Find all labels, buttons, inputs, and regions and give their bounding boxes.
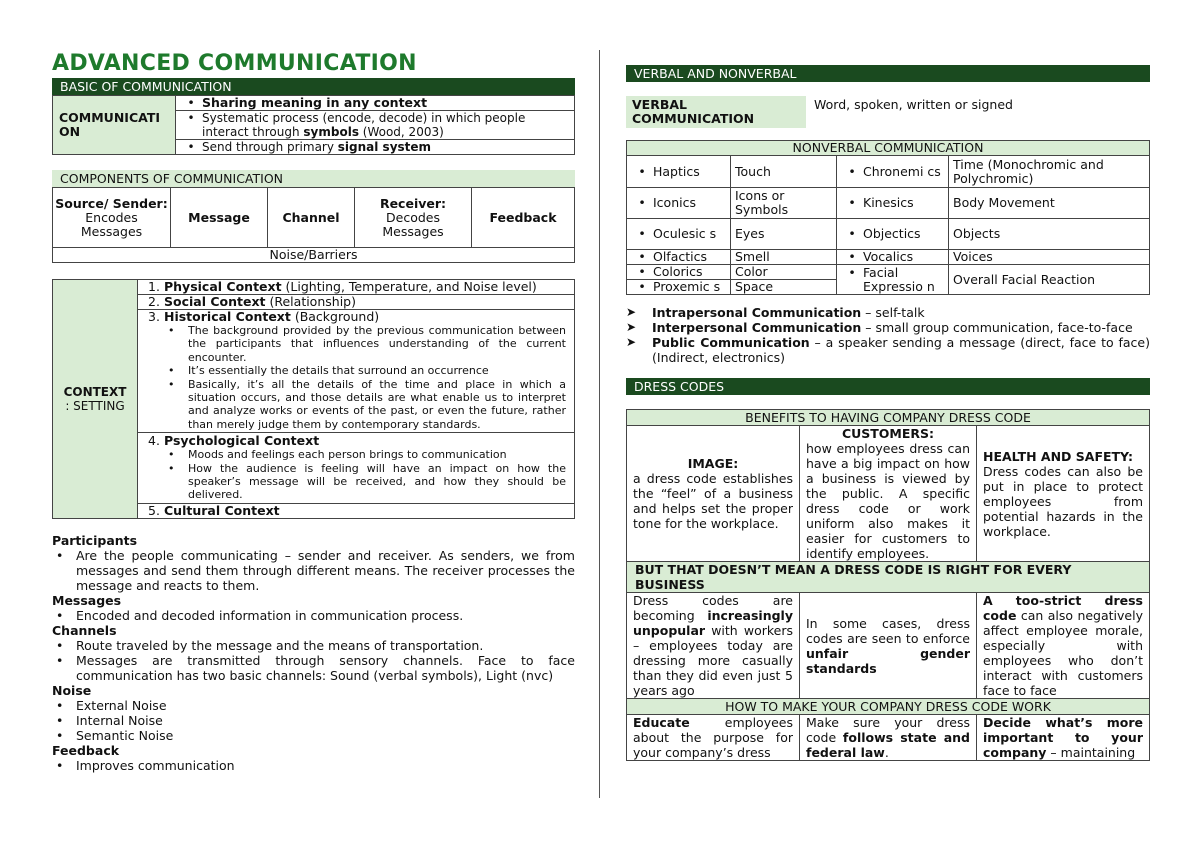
list-item: • Encoded and decoded information in communication process. — [52, 608, 575, 623]
feedback-list — [52, 758, 575, 773]
cultural-context: 5. Cultural Context — [138, 503, 575, 518]
participants-list — [52, 548, 575, 593]
psychological-bullet: • Moods and feelings each person brings to communication — [164, 448, 566, 461]
nonverbal-term: • Kinesics — [837, 188, 949, 219]
nonverbal-desc: Eyes — [731, 219, 837, 250]
but-header: BUT THAT DOESN’T MEAN A DRESS CODE IS RIGHT FOR EVERY BUSINESS — [627, 562, 1150, 593]
right-column — [626, 65, 1150, 761]
basic-item: • Sharing meaning in any context — [176, 96, 575, 111]
basic-header: BASIC OF COMMUNICATION — [52, 78, 575, 95]
list-item: • Semantic Noise — [52, 728, 575, 743]
list-item: ➤ Intrapersonal Communication – self-talk — [626, 305, 1150, 320]
nonverbal-desc: Color — [731, 265, 837, 280]
source-cell: Source/ Sender: Encodes Messages — [53, 188, 171, 248]
but-cell-3: A too-strict dress code can also negatively affect employee morale, especially with employees who don’t interact with customers face to face — [977, 593, 1150, 699]
nonverbal-desc: Smell — [731, 250, 837, 265]
channel-cell: Channel — [268, 188, 355, 248]
messages-title: Messages — [52, 592, 122, 608]
nonverbal-desc: Body Movement — [949, 188, 1150, 219]
historical-bullets — [164, 324, 570, 431]
social-context: 2. Social Context (Relationship) — [138, 295, 575, 310]
dress-header: DRESS CODES — [626, 378, 1150, 395]
feedback-title: Feedback — [52, 742, 120, 758]
context-table — [52, 279, 575, 519]
noise-cell: Noise/Barriers — [53, 248, 575, 263]
nonverbal-table — [626, 140, 1150, 295]
nonverbal-term: • Vocalics — [837, 250, 949, 265]
messages-list — [52, 608, 575, 623]
list-item: • Internal Noise — [52, 713, 575, 728]
column-divider — [599, 50, 600, 798]
channels-title: Channels — [52, 622, 117, 638]
noise-list — [52, 698, 575, 743]
nonverbal-desc: Space — [731, 280, 837, 295]
verbal-value: Word, spoken, written or signed — [814, 97, 1013, 112]
notes-section — [52, 533, 575, 773]
psychological-bullets — [164, 448, 570, 502]
list-item: • Are the people communicating – sender and receiver. As senders, we from messages and send them through different means. The receiver processes the message and reacts to them. — [52, 548, 575, 593]
list-item: • Route traveled by the message and the means of transportation. — [52, 638, 575, 653]
noise-title: Noise — [52, 682, 92, 698]
context-label: CONTEXT : SETTING — [53, 280, 138, 519]
list-item: • External Noise — [52, 698, 575, 713]
how-cell-2: Make sure your dress code follows state and federal law. — [800, 715, 977, 761]
how-cell-1: Educate employees about the purpose for your company’s dress — [627, 715, 800, 761]
basic-item: • Systematic process (encode, decode) in which people interact through symbols (Wood, 2003) — [176, 111, 575, 140]
nonverbal-desc: Icons or Symbols — [731, 188, 837, 219]
nonverbal-term: • Haptics — [627, 156, 731, 188]
communication-types — [626, 305, 1150, 365]
verbal-label: VERBAL COMMUNICATION — [626, 96, 806, 128]
historical-bullet: • The background provided by the previous communication between the participants that influences understanding of the current encounter. — [164, 324, 566, 364]
psychological-context: 4. Psychological Context • Moods and feelings each person brings to communication • How the audience is feeling will have an impact on how the speaker’s message will be received, and how they should be delivered. — [138, 433, 575, 504]
psychological-bullet: • How the audience is feeling will have an impact on how the speaker’s message will be received, and how they should be delivered. — [164, 462, 566, 502]
nonverbal-term: • Oculesic s — [627, 219, 731, 250]
dress-table — [626, 409, 1150, 761]
historical-bullet: • It’s essentially the details that surround an occurrence — [164, 364, 566, 377]
list-item: ➤ Public Communication – a speaker sending a message (direct, face to face) (Indirect, electronics) — [626, 335, 1150, 365]
channels-list — [52, 638, 575, 683]
list-item: ➤ Interpersonal Communication – small group communication, face-to-face — [626, 320, 1150, 335]
list-item: • Messages are transmitted through sensory channels. Face to face communication has two basic channels: Sound (verbal symbols), Light (nvc) — [52, 653, 575, 683]
page-title: ADVANCED COMMUNICATION — [52, 51, 417, 76]
benefits-header: BENEFITS TO HAVING COMPANY DRESS CODE — [627, 410, 1150, 426]
nonverbal-desc: Overall Facial Reaction — [949, 265, 1150, 295]
nonverbal-term: • Proxemic s — [627, 280, 731, 295]
basic-item: • Send through primary signal system — [176, 140, 575, 155]
verbal-header: VERBAL AND NONVERBAL — [626, 65, 1150, 82]
nonverbal-term: • Facial Expressio n — [837, 265, 949, 295]
how-cell-3: Decide what’s more important to your company – maintaining — [977, 715, 1150, 761]
list-item: • Improves communication — [52, 758, 575, 773]
verbal-row — [626, 96, 1150, 128]
nonverbal-term: • Olfactics — [627, 250, 731, 265]
components-header: COMPONENTS OF COMMUNICATION — [52, 170, 575, 187]
nonverbal-term: • Objectics — [837, 219, 949, 250]
customers-cell: CUSTOMERS: how employees dress can have a big impact on how a business is viewed by the public. A specific dress code or work uniform also makes it easier for customers to identify employees. — [800, 426, 977, 562]
nonverbal-header: NONVERBAL COMMUNICATION — [627, 141, 1150, 156]
physical-context: 1. Physical Context (Lighting, Temperature, and Noise level) — [138, 280, 575, 295]
basic-label: COMMUNICATI ON — [53, 96, 176, 155]
nonverbal-term: • Colorics — [627, 265, 731, 280]
participants-title: Participants — [52, 532, 138, 548]
nonverbal-desc: Voices — [949, 250, 1150, 265]
nonverbal-desc: Time (Monochromic and Polychromic) — [949, 156, 1150, 188]
historical-bullet: • Basically, it’s all the details of the time and place in which a situation occurs, and those details are what enable us to interpret and analyze works or events of the past, or even the future, rather than merely judge them by contemporary standards. — [164, 378, 566, 432]
left-column — [52, 50, 575, 773]
historical-context: 3. Historical Context (Background) • The background provided by the previous communication between the participants that influences understanding of the current encounter. • It’s essentially the details that surround an occurrence • Basically, it’s all the details of the time and place in which a situation occurs, and those details are what enable us to interpret and analyze works or events of the past, or even the future, rather than merely judge them by contemporary standards. — [138, 310, 575, 433]
nonverbal-term: • Iconics — [627, 188, 731, 219]
but-cell-2: In some cases, dress codes are seen to enforce unfair gender standards — [800, 593, 977, 699]
receiver-cell: Receiver: Decodes Messages — [355, 188, 472, 248]
nonverbal-desc: Objects — [949, 219, 1150, 250]
image-cell: IMAGE: a dress code establishes the “feel” of a business and helps set the proper tone for the workplace. — [627, 426, 800, 562]
but-cell-1: Dress codes are becoming increasingly unpopular with workers – employees today are dressing more casually than they did even just 5 years ago — [627, 593, 800, 699]
health-cell: HEALTH AND SAFETY: Dress codes can also be put in place to protect employees from potential hazards in the workplace. — [977, 426, 1150, 562]
message-cell: Message — [171, 188, 268, 248]
how-header: HOW TO MAKE YOUR COMPANY DRESS CODE WORK — [627, 699, 1150, 715]
nonverbal-term: • Chronemi cs — [837, 156, 949, 188]
basic-table — [52, 95, 575, 155]
components-table — [52, 187, 575, 263]
feedback-cell: Feedback — [472, 188, 575, 248]
nonverbal-desc: Touch — [731, 156, 837, 188]
